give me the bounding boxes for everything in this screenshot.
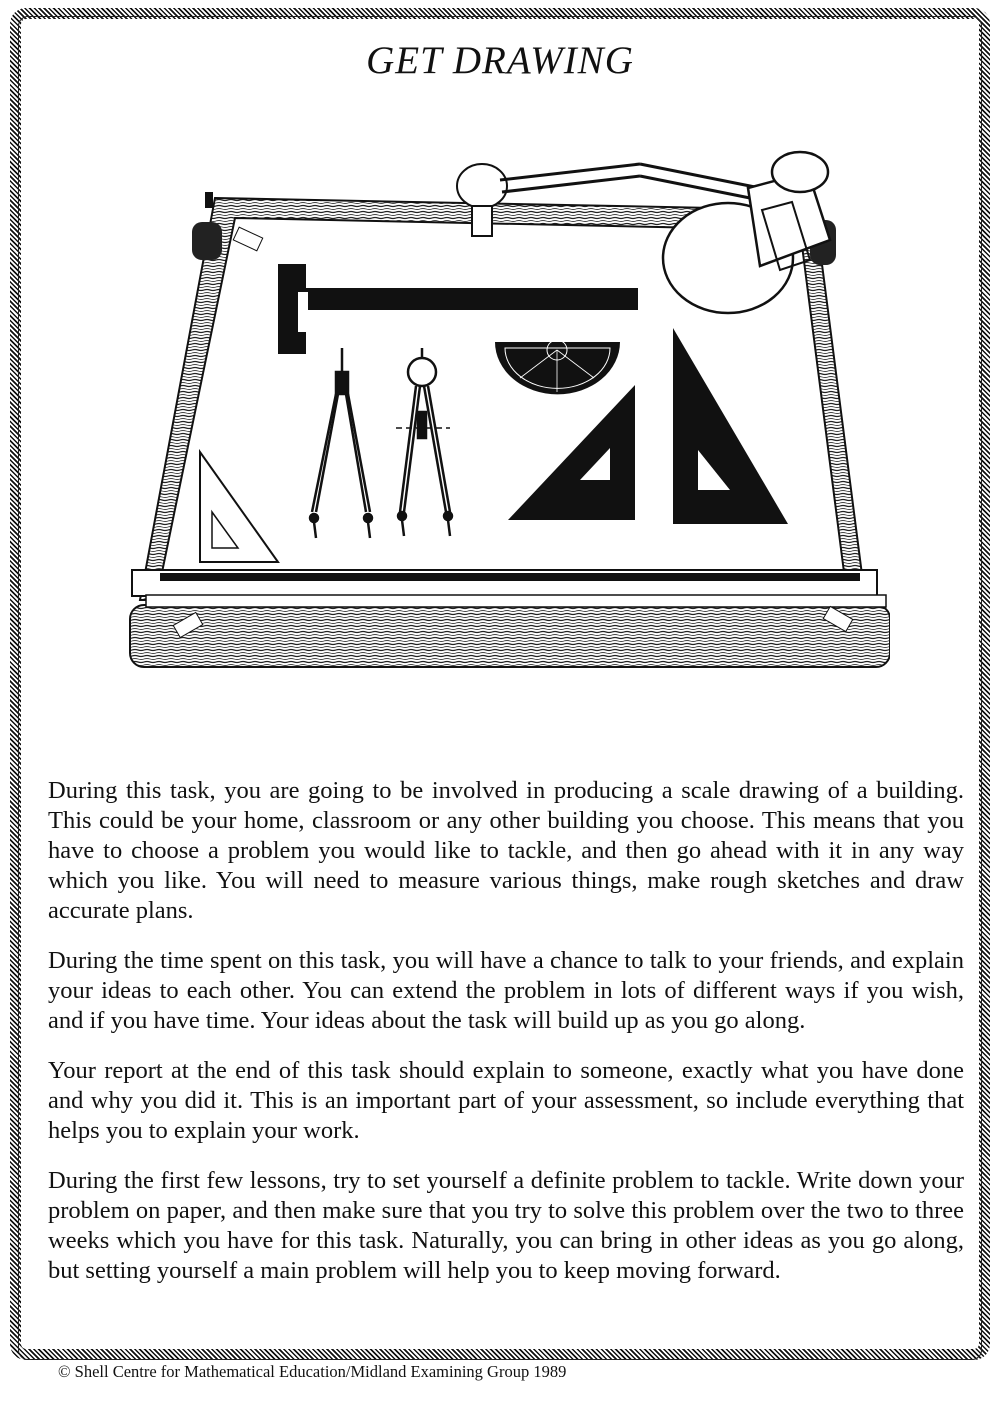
instructions-text bbox=[48, 776, 964, 1306]
paragraph: During the first few lessons, try to set yourself a definite problem to tackle. Write down your problem on paper, and then make sure that you try to solve this problem over the two to three weeks which you have for this task. Naturally, you can bring in other ideas as you go along, but setting yourself a main problem will help you to keep moving forward. bbox=[48, 1167, 964, 1284]
copyright-footer: © Shell Centre for Mathematical Education/Midland Examining Group 1989 bbox=[58, 1362, 567, 1381]
page-title: GET DRAWING bbox=[366, 39, 634, 82]
drawing-board-illustration bbox=[120, 150, 890, 720]
paragraph: During this task, you are going to be involved in producing a scale drawing of a building. This could be your home, classroom or any other building you choose. This means that you have to choose a problem you would like to tackle, and then go ahead with it in any way which you like. You will need to measure various things, make rough sketches and draw accurate plans. bbox=[48, 777, 964, 924]
paragraph: Your report at the end of this task should explain to someone, exactly what you have done and why you did it. This is an important part of your assessment, so include everything that helps you to explain your work. bbox=[48, 1057, 964, 1144]
paragraph: During the time spent on this task, you will have a chance to talk to your friends, and explain your ideas to each other. You can extend the problem in lots of different ways if you wish, and if you have time. Your ideas about the task will build up as you go along. bbox=[48, 947, 964, 1034]
